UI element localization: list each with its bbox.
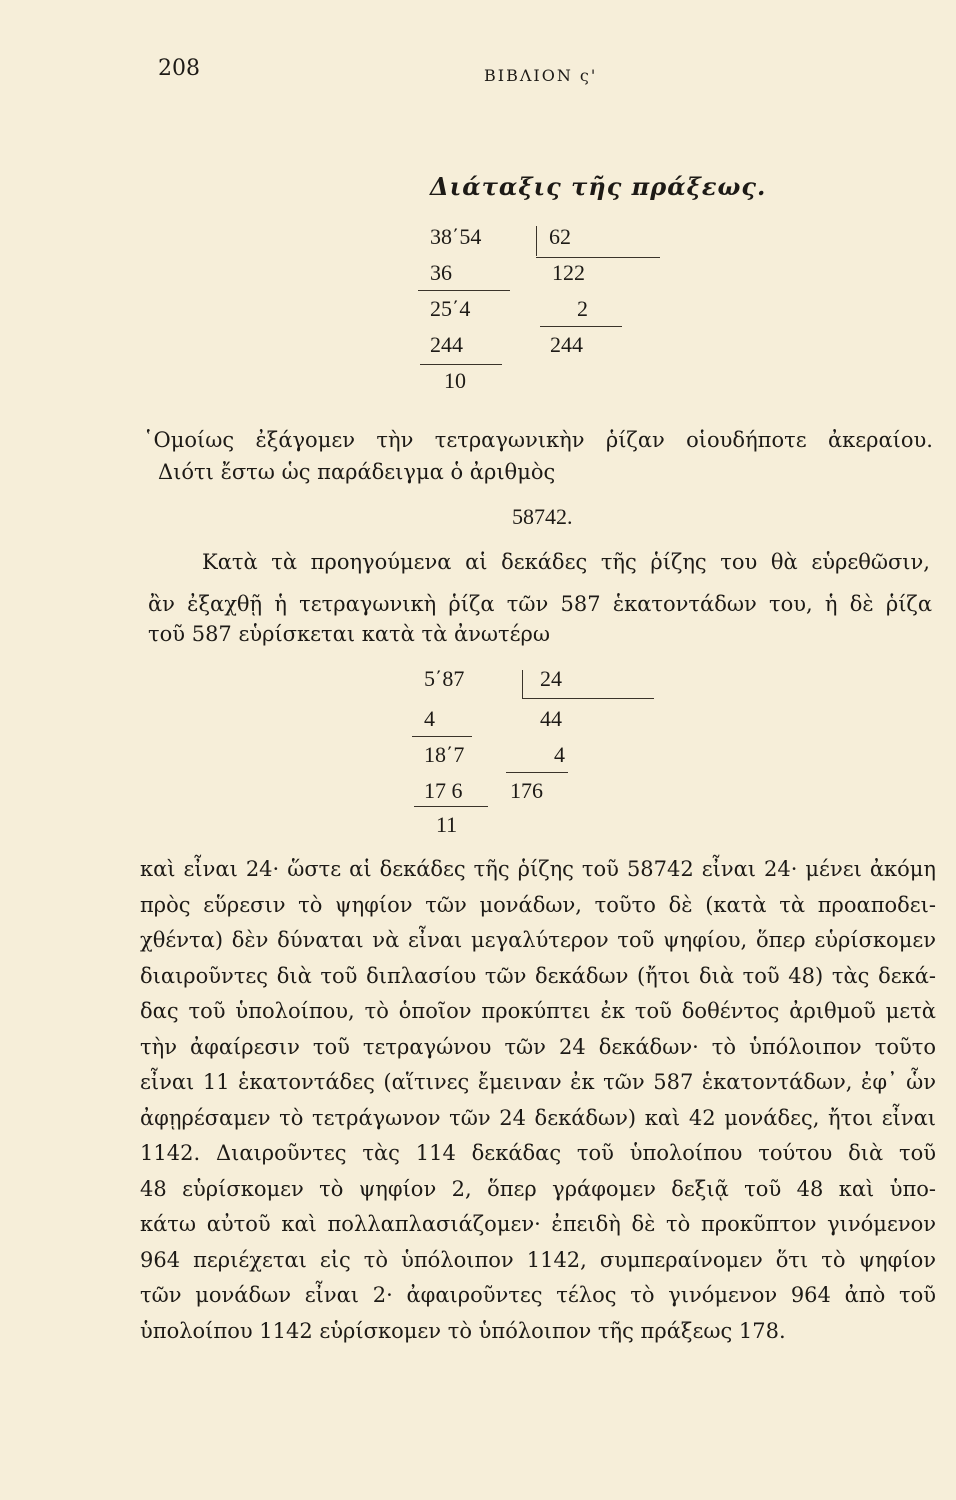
body-line-11: κάτω αὐτοῦ καὶ πολλαπλασιάζομεν· ἐπειδὴ δὲ τὸ προκῦπτον γινόμενον — [140, 1212, 936, 1236]
calc1-root-rule — [536, 257, 660, 258]
calc2-rule-1 — [412, 736, 472, 737]
intro-line-2: Διότι ἔστω ὡς παράδειγμα ὁ ἀριθμὸς — [158, 460, 556, 484]
body-line-3: χθέντα) δὲν δύναται νὰ εἶναι μεγαλύτερον τοῦ ψηφίου, ὅπερ εὑρίσκομεν — [140, 928, 936, 952]
running-title: ΒΙΒΛΙΟΝ ς' — [484, 66, 598, 85]
calc1-left-0: 38΄54 — [430, 224, 482, 249]
body-line-7: εἶναι 11 ἑκατοντάδες (αἵτινες ἔμειναν ἐκ τῶν 587 ἑκατοντάδων, ἐφ᾽ ὧν — [140, 1070, 936, 1094]
page-number: 208 — [158, 56, 200, 81]
calc1-rule-3 — [420, 364, 502, 365]
body-line-5: δας τοῦ ὑπολοίπου, τὸ ὁποῖον προκύπτει ἐκ τοῦ δοθέντος ἀριθμοῦ μετὰ — [140, 999, 936, 1023]
calc2-root-bar — [522, 670, 523, 698]
body-line-14: ὑπολοίπου 1142 εὑρίσκομεν τὸ ὑπόλοιπον τῆς πράξεως 178. — [140, 1318, 786, 1343]
calc1-right-2: 2 — [577, 296, 588, 321]
body-line-4: διαιροῦντες διὰ τοῦ διπλασίου τῶν δεκάδων (ἤτοι διὰ τοῦ 48) τὰς δεκά- — [140, 963, 936, 988]
body-line-8: ἀφῃρέσαμεν τὸ τετράγωνον τῶν 24 δεκάδων) καὶ 42 μονάδες, ἤτοι εἶναι — [140, 1105, 936, 1130]
body-line-2: πρὸς εὕρεσιν τὸ ψηφίον τῶν μονάδων, τοῦτο δὲ (κατὰ τὰ προαποδει- — [140, 892, 936, 917]
calc1-left-3: 244 — [430, 332, 463, 357]
body-paragraph — [140, 852, 936, 1349]
body-line-6: τὴν ἀφαίρεσιν τοῦ τετραγώνου τῶν 24 δεκάδων· τὸ ὑπόλοιπον τοῦτο — [140, 1034, 936, 1059]
body-line-12: 964 περιέχεται εἰς τὸ ὑπόλοιπον 1142, συμπεραίνομεν ὅτι τὸ ψηφίον — [140, 1247, 936, 1272]
body-line-9: 1142. Διαιροῦντες τὰς 114 δεκάδας τοῦ ὑπολοίπου τούτου διὰ τοῦ — [140, 1141, 936, 1165]
calc1-right-1: 122 — [552, 260, 585, 285]
calc2-left-3: 17 6 — [424, 778, 463, 803]
body-line-13: τῶν μονάδων εἶναι 2· ἀφαιροῦντες τέλος τὸ γινόμενον 964 ἀπὸ τοῦ — [140, 1283, 936, 1307]
calc1-left-4: 10 — [444, 368, 466, 393]
calc2-right-3: 176 — [510, 778, 543, 803]
calc2-right-0: 24 — [540, 666, 562, 691]
calc2-root-rule — [522, 698, 654, 699]
intro-line-1: ῾Ομοίως ἐξάγομεν τὴν τετραγωνικὴν ῥίζαν οἱουδήποτε ἀκεραίου. — [143, 428, 933, 452]
calc2-left-2: 18΄7 — [424, 742, 465, 767]
calc1-right-0: 62 — [549, 224, 571, 249]
calc2-rule-3 — [414, 806, 488, 807]
calc2-right-2: 4 — [554, 742, 565, 767]
para2-line-1: Κατὰ τὰ προηγούμενα αἱ δεκάδες τῆς ῥίζης του θὰ εὑρεθῶσιν, — [202, 550, 930, 574]
calc1-left-2: 25΄4 — [430, 296, 471, 321]
calc2-rule-2 — [506, 772, 568, 773]
calc1-left-1: 36 — [430, 260, 452, 285]
calc1-right-3: 244 — [550, 332, 583, 357]
calc2-right-1: 44 — [540, 706, 562, 731]
calc1-rule-1 — [418, 290, 510, 291]
calc1-root-bar — [536, 226, 537, 256]
calc2-left-0: 5΄87 — [424, 666, 465, 691]
calc2-left-4: 11 — [436, 812, 458, 837]
para2-line-2: ἂν ἐξαχθῇ ἡ τετραγωνικὴ ῥίζα τῶν 587 ἑκατοντάδων του, ἡ δὲ ῥίζα — [148, 592, 932, 616]
calc2-left-1: 4 — [424, 706, 435, 731]
example-number: 58742. — [512, 504, 573, 529]
body-line-1: καὶ εἶναι 24· ὥστε αἱ δεκάδες τῆς ῥίζης τοῦ 58742 εἶναι 24· μένει ἀκόμη — [140, 857, 936, 881]
section-heading: Διάταξις τῆς πράξεως. — [430, 172, 767, 201]
calc1-rule-2 — [540, 326, 622, 327]
body-line-10: 48 εὑρίσκομεν τὸ ψηφίον 2, ὅπερ γράφομεν δεξιᾷ τοῦ 48 καὶ ὑπο- — [140, 1176, 936, 1201]
para2-line-3: τοῦ 587 εὑρίσκεται κατὰ τὰ ἀνωτέρω — [148, 622, 551, 646]
